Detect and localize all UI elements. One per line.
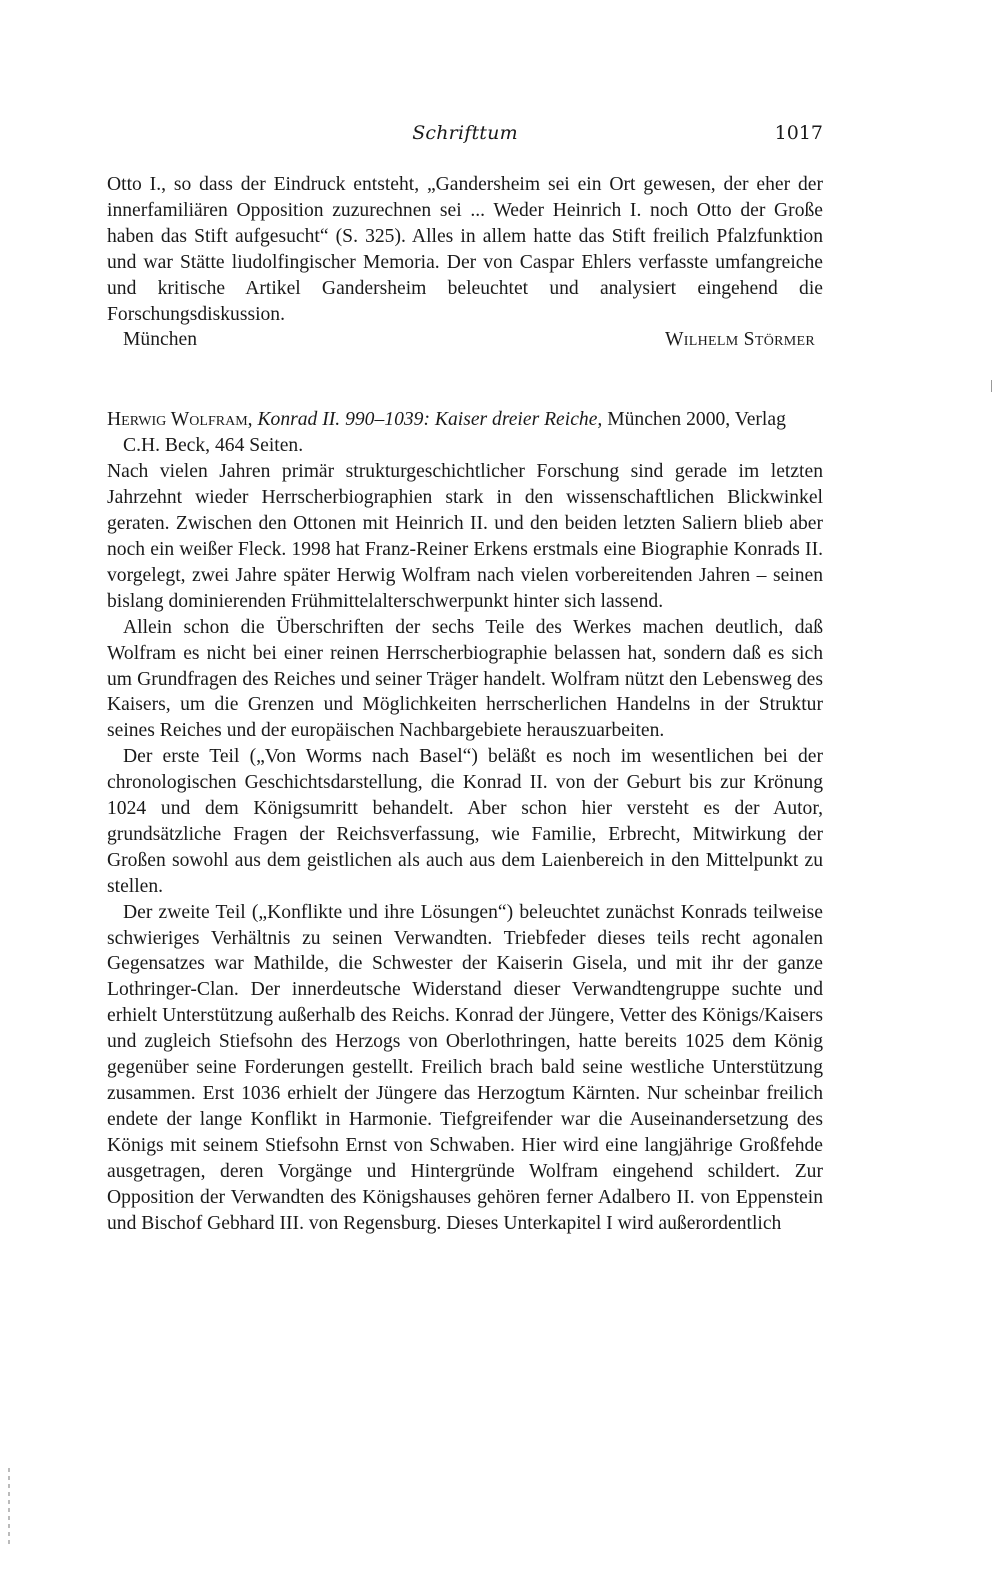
page-body: [107, 172, 823, 1236]
scan-edge-dots: [8, 1468, 10, 1548]
reviewed-book-title: Konrad II. 990–1039: Kaiser dreier Reiche,: [257, 409, 603, 431]
running-title: Schrifttum: [412, 122, 518, 144]
review-2-paragraph-3: Der erste Teil („Von Worms nach Basel“) beläßt es noch im wesentlichen bei der chronologischen Geschichtsdarstellung, die Konrad II. von der Geburt bis zur Krönung 1024 und dem Königsumritt behandelt. Aber schon hier versteht es der Autor, grundsätzliche Fragen der Reichsverfassung, wie Familie, Erbrecht, Mitwirkung der Großen sowohl aus dem geistlichen als auch aus dem Laienbereich in den Mittelpunkt zu stellen.: [107, 746, 823, 897]
review-2-paragraph-2: Allein schon die Überschriften der sechs Teile des Werkes machen deutlich, daß Wolfram es nicht bei einer reinen Herrscherbiographie belassen hat, sondern daß es sich um Grundfragen des Reiches und seiner Träger handelt. Wolfram nützt den Lebensweg des Kaisers, um die Grenzen und Möglichkeiten herrscherlichen Handelns in der Struktur seines Reiches und der europäischen Nachbargebiete herauszuarbeiten.: [107, 616, 823, 742]
review-1-paragraph: Otto I., so dass der Eindruck entsteht, „Gandersheim sei ein Ort gewesen, der eher der innerfamiliären Opposition zuzurechnen sei ... Weder Heinrich I. noch Otto der Große haben das Stift aufgesucht“ (S. 325). Alles in allem hatte das Stift freilich Pfalzfunktion und war Stätte liudolfingischer Memoria. Der von Caspar Ehlers verfasste umfangreiche und kritische Artikel Gandersheim beleuchtet und analysiert eingehend die Forschungsdiskussion.: [107, 174, 823, 325]
review-2-paragraph-4: Der zweite Teil („Konflikte und ihre Lösungen“) beleuchtet zunächst Konrads teilweise schwieriges Verhältnis zu seinen Verwandten. Triebfeder dieses teils recht agonalen Gegensatzes war Mathilde, die Schwester der Kaiserin Gisela, und mit ihr der ganze Lothringer-Clan. Der innerdeutsche Widerstand dieser Verwandtengruppe suchte und erhielt Unterstützung außerhalb des Reichs. Konrad der Jüngere, Vetter des Königs/Kaisers und zugleich Stiefsohn des Herzogs von Oberlothringen, hatte bereits 1025 dem König gegenüber seine Forderungen gestellt. Freilich brach bald seine westliche Unterstützung zusammen. Erst 1036 erhielt der Jüngere das Herzogtum Kärnten. Nur scheinbar freilich endete der lange Konflikt in Harmonie. Tiefgreifender war die Auseinandersetzung des Königs mit seinem Stiefsohn Ernst von Schwaben. Hier wird eine langjährige Großfehde ausgetragen, deren Vorgänge und Hintergründe Wolfram eingehend schildert. Zur Opposition der Verwandten des Königshauses gehören ferner Adalbero II. von Eppenstein und Bischof Gebhard III. von Regensburg. Dieses Unterkapitel I wird außerordentlich: [107, 901, 823, 1234]
section-spacer: [107, 353, 823, 407]
page-number: 1017: [774, 122, 823, 144]
signature-author: Wilhelm Störmer: [664, 329, 815, 351]
reviewed-book-author: Herwig Wolfram,: [107, 409, 253, 431]
review-1-signature: [107, 327, 823, 353]
review-2-paragraph-1: Nach vielen Jahren primär strukturgeschichtlicher Forschung sind gerade im letzten Jahrzehnt wieder Herrscherbiographien stark in den wissenschaftlichen Blickwinkel geraten. Zwischen den Ottonen mit Heinrich II. und den beiden letzten Saliern blieb aber noch ein weißer Fleck. 1998 hat Franz-Reiner Erkens erstmals eine Biographie Konrads II. vorgelegt, zwei Jahre später Herwig Wolfram nach vielen vorbereitenden Jahren – seinen bislang dominierenden Frühmittelalterschwerpunkt hinter sich lassend.: [107, 461, 823, 612]
reviewed-book-details: München 2000, Verlag C.H. Beck, 464 Seiten.: [123, 409, 786, 457]
signature-place: München: [123, 329, 198, 351]
page-header: [107, 122, 823, 152]
margin-mark: [991, 380, 992, 392]
review-2-bibliographic-heading: [107, 407, 823, 459]
